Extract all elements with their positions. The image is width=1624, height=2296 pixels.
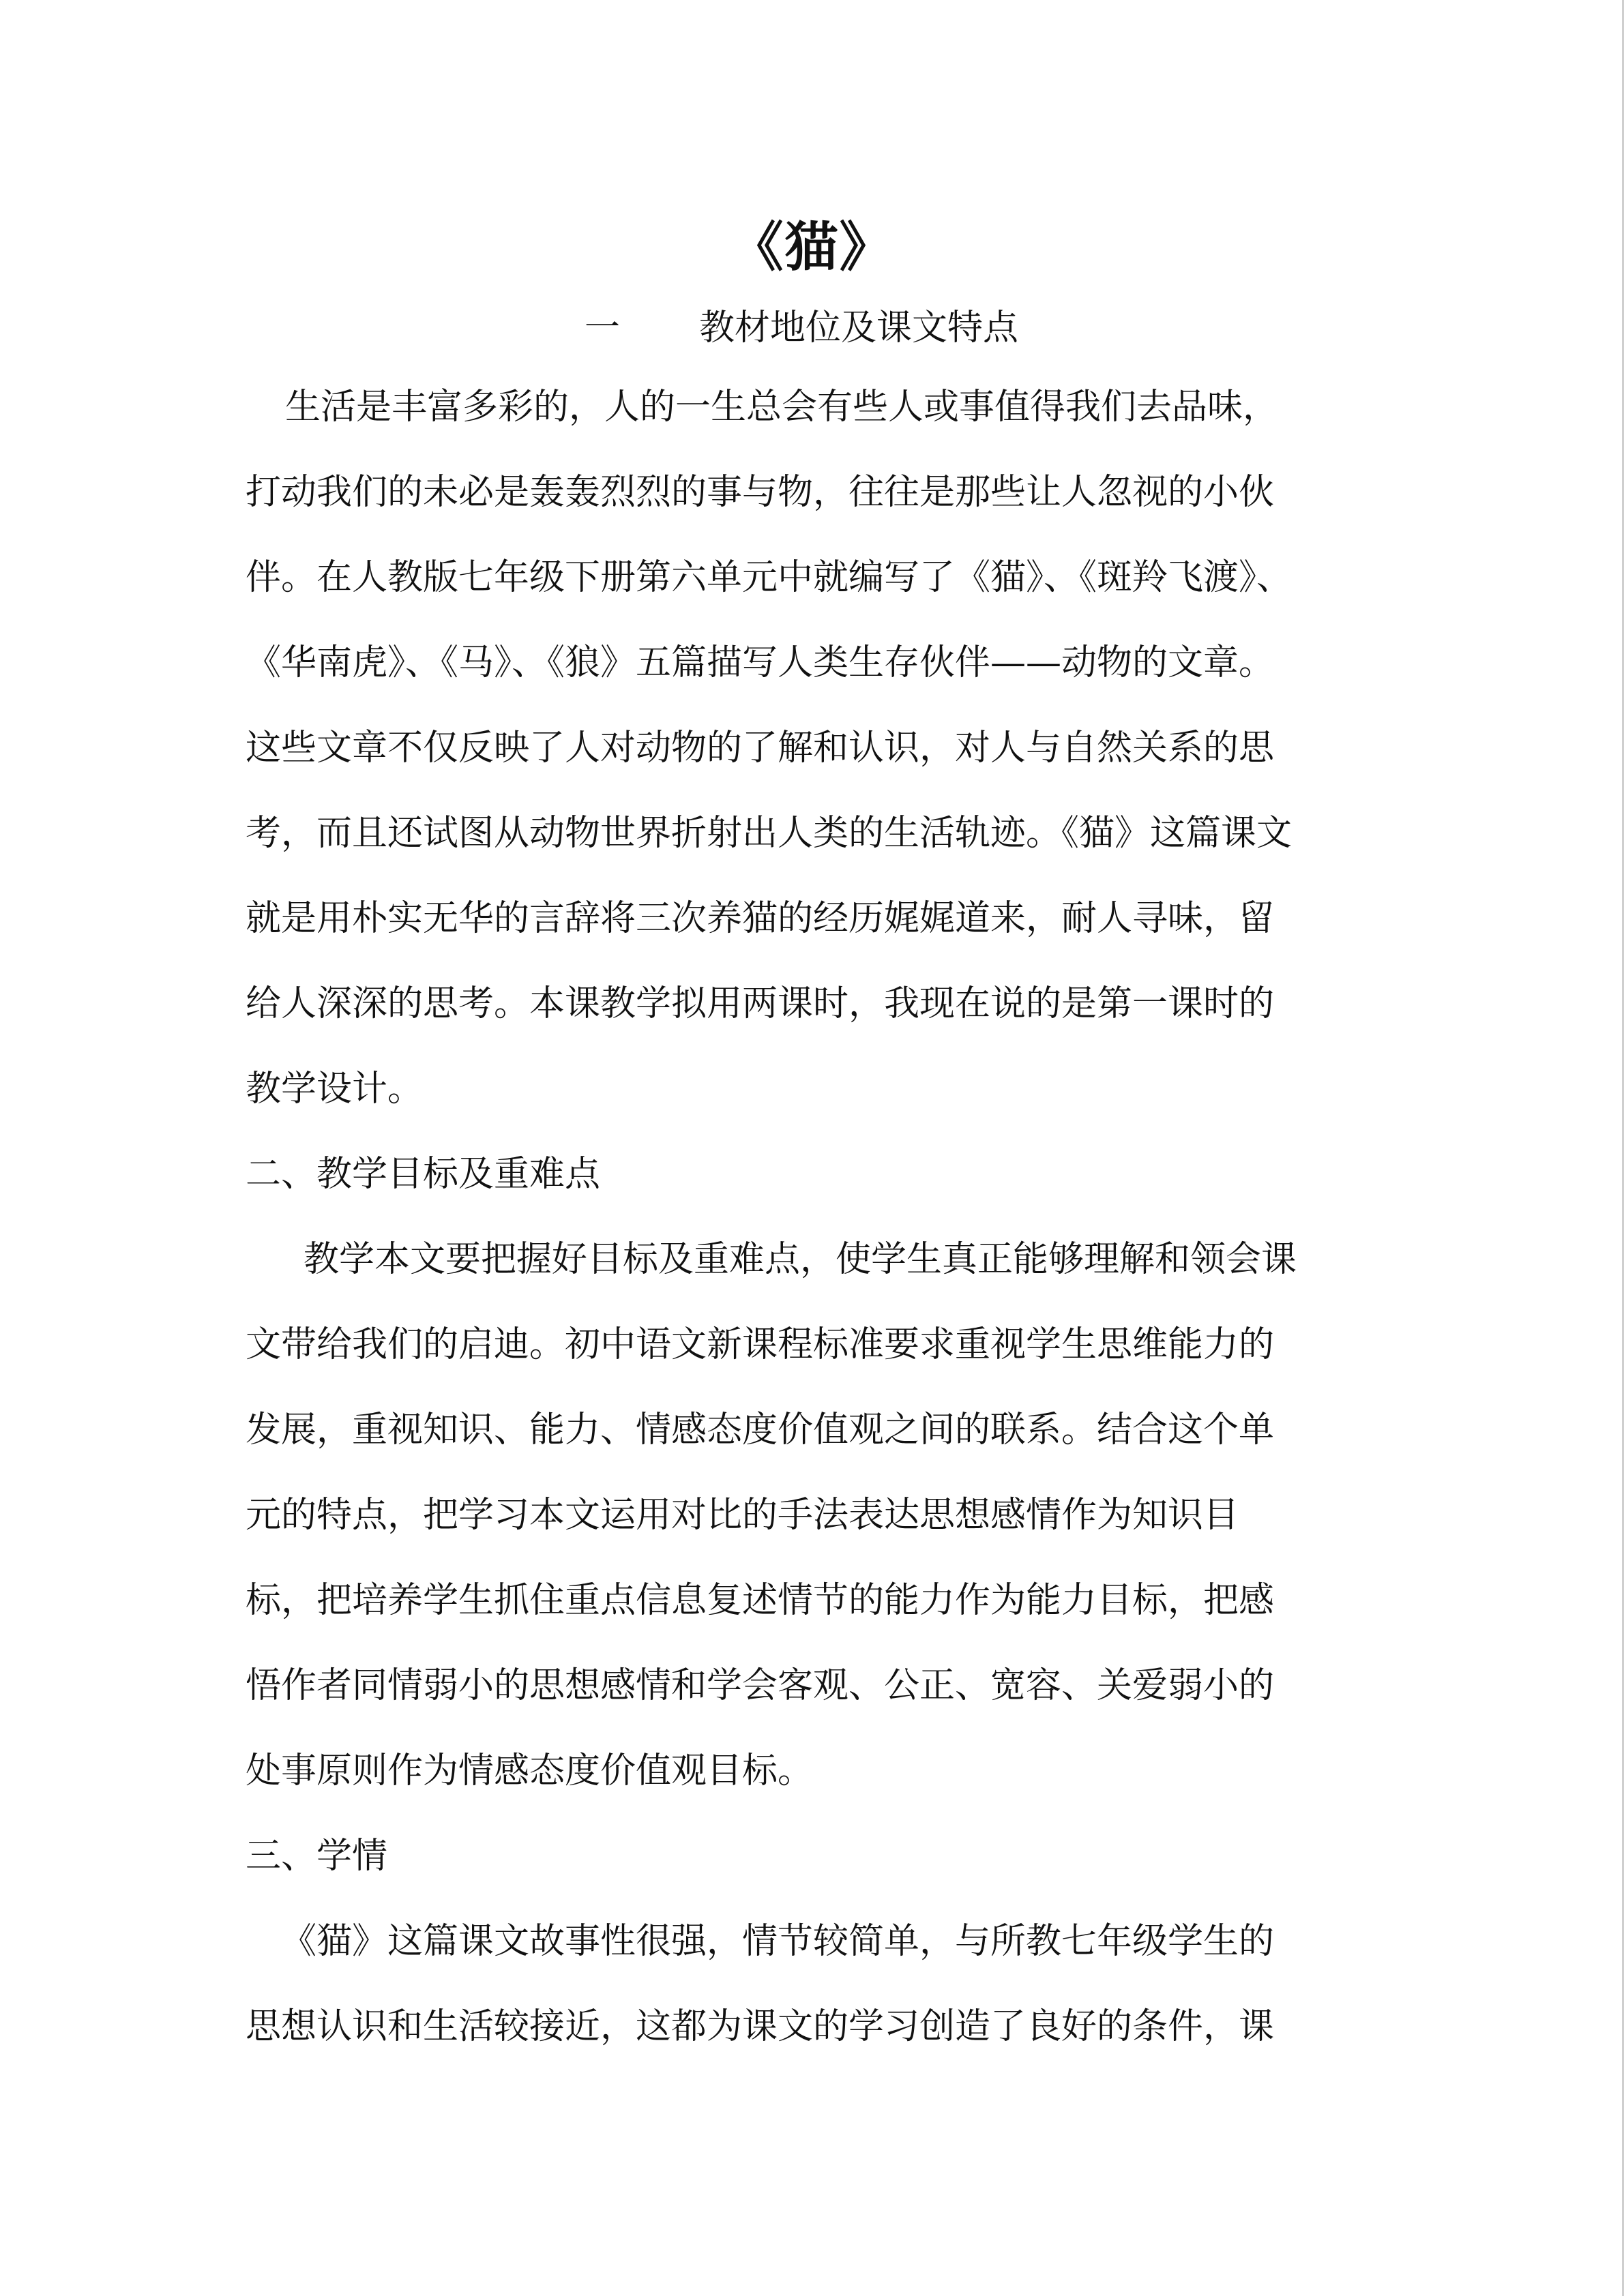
section1-line-3: 伴。在人教版七年级下册第六单元中就编写了《猫》、《斑羚飞渡》、 (246, 557, 1293, 598)
section3-line-1: 《猫》这篇课文故事性很强，情节较简单，与所教七年级学生的 (281, 1921, 1275, 1962)
section1-line-9: 教学设计。 (246, 1069, 424, 1109)
section1-line-4: 《华南虎》、《马》、《狼》五篇描写人类生存伙伴——动物的文章。 (246, 642, 1275, 683)
section2-line-4: 元的特点，把学习本文运用对比的手法表达思想感情作为知识目 (246, 1495, 1239, 1536)
section3-heading: 三、学情 (246, 1836, 388, 1877)
section1-number: 一 (585, 308, 621, 348)
section1-line-5: 这些文章不仅反映了人对动物的了解和认识，对人与自然关系的思 (246, 728, 1275, 769)
section2-line-3: 发展，重视知识、能力、情感态度价值观之间的联系。结合这个单 (246, 1410, 1275, 1450)
section2-line-7: 处事原则作为情感态度价值观目标。 (246, 1750, 814, 1791)
section1-line-7: 就是用朴实无华的言辞将三次养猫的经历娓娓道来，耐人寻味，留 (246, 898, 1275, 939)
section1-line-2: 打动我们的未必是轰轰烈烈的事与物，往往是那些让人忽视的小伙 (246, 472, 1275, 513)
section1-heading (0, 299, 1624, 353)
document-title: 《猫》 (730, 216, 894, 278)
section2-line-5: 标，把培养学生抓住重点信息复述情节的能力作为能力目标，把感 (246, 1580, 1275, 1621)
section2-line-6: 悟作者同情弱小的思想感情和学会客观、公正、宽容、关爱弱小的 (246, 1665, 1275, 1706)
section3-line-2: 思想认识和生活较接近，这都为课文的学习创造了良好的条件，课 (246, 2006, 1275, 2047)
section1-line-6: 考，而且还试图从动物世界折射出人类的生活轨迹。《猫》这篇课文 (246, 813, 1293, 854)
section2-heading: 二、教学目标及重难点 (246, 1154, 601, 1195)
section1-line-1: 生活是丰富多彩的，人的一生总会有些人或事值得我们去品味， (285, 387, 1279, 428)
section1-line-8: 给人深深的思考。本课教学拟用两课时，我现在说的是第一课时的 (246, 983, 1275, 1024)
section1-heading-text: 教材地位及课文特点 (699, 308, 1019, 348)
section2-line-2: 文带给我们的启迪。初中语文新课程标准要求重视学生思维能力的 (246, 1324, 1275, 1365)
section2-line-1: 教学本文要把握好目标及重难点，使学生真正能够理解和领会课 (304, 1239, 1297, 1280)
